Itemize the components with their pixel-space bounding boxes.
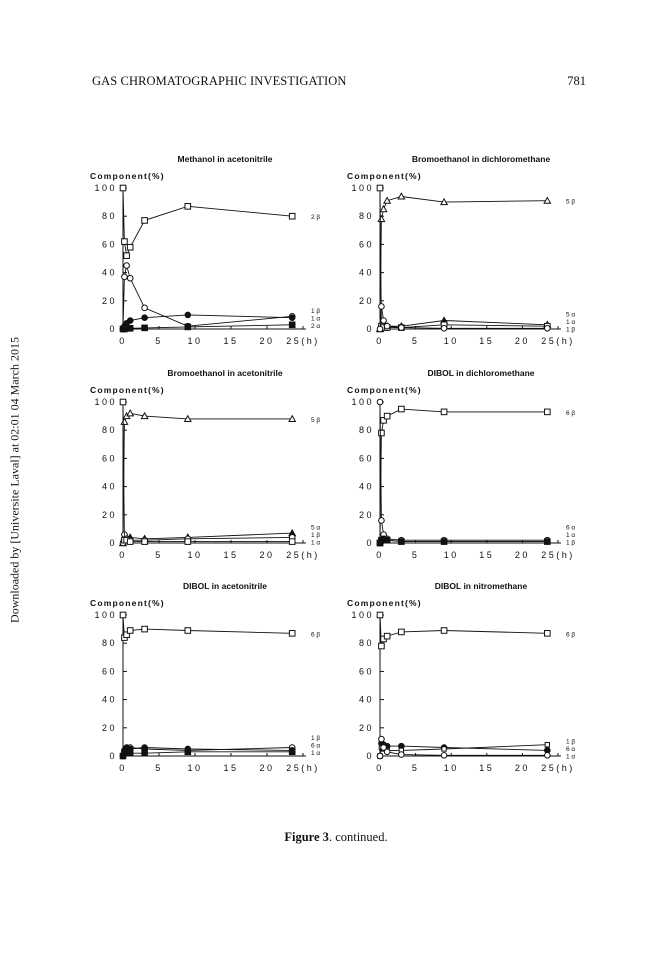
data-point bbox=[442, 747, 446, 751]
data-point bbox=[545, 752, 551, 758]
series-1 bbox=[120, 410, 296, 546]
series-label: 1 β bbox=[311, 532, 321, 540]
series-label: 1 α bbox=[566, 318, 576, 326]
x-tick-label: 10 bbox=[187, 336, 203, 346]
data-point bbox=[399, 325, 405, 331]
figure-caption bbox=[0, 830, 672, 845]
data-point bbox=[545, 631, 551, 637]
chart-panel-3 bbox=[90, 368, 320, 560]
y-axis-label: Component(%) bbox=[90, 598, 165, 608]
x-tick-label: 10 bbox=[187, 550, 203, 560]
data-point bbox=[124, 263, 130, 269]
x-tick-label: 5 bbox=[155, 336, 163, 346]
data-point bbox=[127, 410, 133, 416]
data-point bbox=[384, 323, 390, 329]
data-point bbox=[545, 743, 549, 747]
data-point bbox=[289, 749, 295, 755]
data-point bbox=[185, 539, 191, 545]
series-label: 1 α bbox=[311, 315, 321, 323]
x-tick-label: 20 bbox=[259, 763, 275, 773]
x-tick-label: 25(h) bbox=[286, 763, 320, 773]
series-label: 5 β bbox=[566, 198, 576, 206]
data-point bbox=[381, 318, 387, 324]
figure-caption-text: . continued. bbox=[328, 830, 388, 844]
data-point bbox=[127, 275, 133, 281]
series-1 bbox=[120, 185, 295, 258]
data-point bbox=[384, 633, 390, 639]
series-label: 1 β bbox=[566, 738, 576, 746]
series-1 bbox=[120, 612, 295, 640]
y-tick-label: 80 bbox=[101, 425, 117, 436]
data-point bbox=[384, 749, 390, 755]
series-line bbox=[380, 188, 547, 328]
y-tick-label: 60 bbox=[101, 239, 117, 250]
x-tick-label: 5 bbox=[411, 336, 420, 346]
y-tick-label: 40 bbox=[101, 694, 117, 705]
data-point bbox=[379, 518, 385, 524]
data-point bbox=[399, 752, 405, 758]
x-tick-label: 25(h) bbox=[541, 763, 575, 773]
chart-panel-5 bbox=[90, 581, 320, 773]
data-point bbox=[379, 736, 385, 742]
data-point bbox=[441, 628, 447, 634]
x-tick-label: 0 bbox=[376, 550, 384, 560]
data-point bbox=[142, 325, 148, 331]
y-tick-label: 60 bbox=[358, 453, 374, 464]
data-point bbox=[142, 218, 148, 224]
x-tick-label: 20 bbox=[514, 336, 530, 346]
series-label: 1 α bbox=[311, 539, 321, 547]
series-label: 1 α bbox=[311, 749, 321, 757]
y-tick-label: 60 bbox=[358, 666, 374, 677]
y-tick-label: 60 bbox=[101, 453, 117, 464]
x-tick-label: 5 bbox=[155, 763, 163, 773]
data-point bbox=[127, 244, 133, 250]
data-point bbox=[380, 206, 386, 212]
series-label: 1 β bbox=[566, 539, 576, 547]
y-axis-label: Component(%) bbox=[347, 598, 422, 608]
x-tick-label: 5 bbox=[411, 550, 420, 560]
series-1 bbox=[377, 406, 550, 546]
data-point bbox=[384, 413, 390, 419]
x-tick-label: 25(h) bbox=[286, 336, 320, 346]
series-line bbox=[380, 615, 547, 646]
data-point bbox=[127, 628, 133, 634]
data-point bbox=[142, 750, 148, 756]
data-point bbox=[122, 239, 128, 245]
series-label: 6 α bbox=[566, 745, 576, 753]
x-tick-label: 20 bbox=[259, 550, 275, 560]
y-tick-label: 20 bbox=[101, 722, 117, 733]
data-point bbox=[384, 537, 390, 543]
series-line bbox=[123, 413, 292, 543]
chart-title: Methanol in acetonitrile bbox=[177, 154, 273, 164]
y-tick-label: 0 bbox=[366, 324, 374, 334]
y-tick-label: 0 bbox=[109, 751, 117, 761]
data-point bbox=[127, 318, 133, 324]
y-tick-label: 80 bbox=[101, 638, 117, 649]
y-tick-label: 40 bbox=[101, 481, 117, 492]
data-point bbox=[127, 539, 133, 545]
data-point bbox=[441, 752, 447, 758]
data-point bbox=[379, 304, 385, 310]
series-line bbox=[380, 409, 547, 543]
chart-panel-6 bbox=[347, 581, 575, 773]
x-tick-label: 25(h) bbox=[541, 550, 575, 560]
series-3 bbox=[377, 185, 550, 330]
data-point bbox=[185, 324, 191, 330]
y-tick-label: 80 bbox=[101, 211, 117, 222]
series-label: 6 β bbox=[311, 631, 321, 639]
series-line bbox=[123, 188, 292, 256]
y-tick-label: 60 bbox=[101, 666, 117, 677]
data-point bbox=[185, 312, 191, 318]
series-line bbox=[123, 402, 292, 542]
x-tick-label: 20 bbox=[259, 336, 275, 346]
data-point bbox=[142, 539, 148, 545]
chart-panel-2 bbox=[347, 154, 575, 346]
data-point bbox=[289, 315, 295, 321]
y-tick-label: 0 bbox=[109, 324, 117, 334]
data-point bbox=[545, 539, 551, 545]
data-point bbox=[377, 185, 383, 191]
figure-caption-label: Figure 3 bbox=[284, 830, 329, 844]
data-point bbox=[399, 539, 405, 545]
y-tick-label: 20 bbox=[101, 509, 117, 520]
x-tick-label: 15 bbox=[223, 550, 239, 560]
data-point bbox=[120, 612, 126, 618]
x-tick-label: 0 bbox=[376, 763, 384, 773]
y-tick-label: 60 bbox=[358, 239, 374, 250]
data-point bbox=[399, 629, 405, 635]
x-tick-label: 15 bbox=[223, 336, 239, 346]
x-tick-label: 25(h) bbox=[541, 336, 575, 346]
data-point bbox=[377, 399, 383, 405]
series-line bbox=[380, 402, 547, 540]
series-4 bbox=[377, 304, 550, 332]
y-tick-label: 100 bbox=[94, 610, 117, 620]
x-tick-label: 15 bbox=[479, 550, 495, 560]
data-point bbox=[121, 419, 127, 425]
y-tick-label: 0 bbox=[366, 538, 374, 548]
x-tick-label: 10 bbox=[443, 763, 459, 773]
data-point bbox=[124, 253, 130, 259]
series-label: 5 α bbox=[566, 311, 576, 319]
y-tick-label: 100 bbox=[94, 183, 117, 193]
data-point bbox=[289, 213, 295, 219]
series-label: 5 β bbox=[311, 416, 321, 424]
series-label: 1 α bbox=[566, 753, 576, 761]
y-tick-label: 40 bbox=[101, 267, 117, 278]
data-point bbox=[379, 643, 385, 649]
y-tick-label: 40 bbox=[358, 694, 374, 705]
series-label: 6 β bbox=[566, 409, 576, 417]
x-tick-label: 15 bbox=[479, 336, 495, 346]
download-watermark-text: Downloaded by [Universite Laval] at 02:01 04 March 2015 bbox=[7, 337, 22, 623]
series-1 bbox=[377, 193, 551, 331]
series-label: 6 α bbox=[311, 742, 321, 750]
data-point bbox=[441, 325, 447, 331]
data-point bbox=[441, 409, 447, 415]
x-tick-label: 0 bbox=[376, 336, 384, 346]
chart-title: Bromoethanol in dichloromethane bbox=[411, 154, 551, 164]
data-point bbox=[545, 409, 551, 415]
y-axis-label: Component(%) bbox=[347, 171, 422, 181]
data-point bbox=[441, 539, 447, 545]
page-number: 781 bbox=[567, 74, 586, 88]
y-axis-label: Component(%) bbox=[90, 385, 165, 395]
y-tick-label: 0 bbox=[366, 751, 374, 761]
data-point bbox=[185, 204, 191, 210]
y-tick-label: 80 bbox=[358, 211, 374, 222]
y-tick-label: 100 bbox=[351, 610, 374, 620]
series-line bbox=[123, 266, 292, 329]
data-point bbox=[120, 185, 126, 191]
chart-panel-4 bbox=[347, 368, 575, 560]
y-tick-label: 20 bbox=[358, 722, 374, 733]
y-tick-label: 40 bbox=[358, 267, 374, 278]
data-point bbox=[398, 193, 404, 199]
chart-title: DIBOL in dichloromethane bbox=[427, 368, 535, 378]
chart-title: DIBOL in nitromethane bbox=[434, 581, 528, 591]
chart-panel-1 bbox=[90, 154, 320, 346]
chart-title: Bromoethanol in acetonitrile bbox=[167, 368, 283, 378]
y-axis-label: Component(%) bbox=[90, 171, 165, 181]
y-tick-label: 100 bbox=[351, 397, 374, 407]
data-point bbox=[379, 430, 385, 436]
y-tick-label: 20 bbox=[358, 295, 374, 306]
x-tick-label: 15 bbox=[223, 763, 239, 773]
series-label: 6 α bbox=[566, 524, 576, 532]
data-point bbox=[289, 631, 295, 637]
data-point bbox=[142, 745, 148, 751]
x-tick-label: 0 bbox=[119, 763, 127, 773]
x-tick-label: 20 bbox=[514, 550, 530, 560]
series-4 bbox=[120, 322, 295, 332]
data-point bbox=[377, 326, 383, 332]
series-4 bbox=[120, 399, 295, 544]
series-label: 2 β bbox=[311, 214, 321, 222]
series-2 bbox=[377, 399, 550, 543]
y-tick-label: 20 bbox=[358, 509, 374, 520]
y-tick-label: 0 bbox=[109, 538, 117, 548]
y-tick-label: 100 bbox=[94, 397, 117, 407]
x-tick-label: 20 bbox=[514, 763, 530, 773]
series-label: 1 β bbox=[311, 734, 321, 742]
x-tick-label: 5 bbox=[411, 763, 420, 773]
x-tick-label: 10 bbox=[443, 336, 459, 346]
series-line bbox=[123, 615, 292, 638]
data-point bbox=[142, 315, 148, 321]
data-point bbox=[399, 406, 405, 412]
x-tick-label: 0 bbox=[119, 336, 127, 346]
series-1 bbox=[377, 612, 550, 649]
data-point bbox=[120, 399, 126, 405]
data-point bbox=[142, 626, 148, 632]
data-point bbox=[122, 274, 128, 280]
series-label: 1 β bbox=[566, 326, 576, 334]
data-point bbox=[185, 628, 191, 634]
series-label: 6 β bbox=[566, 631, 576, 639]
data-point bbox=[127, 750, 133, 756]
x-tick-label: 25(h) bbox=[286, 550, 320, 560]
data-point bbox=[289, 539, 295, 545]
y-tick-label: 100 bbox=[351, 183, 374, 193]
data-point bbox=[127, 325, 133, 331]
data-point bbox=[545, 325, 551, 331]
series-label: 1 α bbox=[566, 532, 576, 540]
data-point bbox=[377, 753, 383, 759]
y-tick-label: 80 bbox=[358, 638, 374, 649]
x-tick-label: 0 bbox=[119, 550, 127, 560]
y-tick-label: 40 bbox=[358, 481, 374, 492]
series-label: 5 α bbox=[311, 524, 321, 532]
series-line bbox=[380, 197, 547, 330]
x-tick-label: 15 bbox=[479, 763, 495, 773]
data-point bbox=[142, 305, 148, 311]
data-point bbox=[185, 749, 191, 755]
chart-title: DIBOL in acetonitrile bbox=[183, 581, 267, 591]
x-tick-label: 5 bbox=[155, 550, 163, 560]
data-point bbox=[377, 612, 383, 618]
x-tick-label: 10 bbox=[187, 763, 203, 773]
x-tick-label: 10 bbox=[443, 550, 459, 560]
y-tick-label: 20 bbox=[101, 295, 117, 306]
series-2 bbox=[120, 263, 295, 332]
series-label: 1 β bbox=[311, 307, 321, 315]
data-point bbox=[289, 322, 295, 328]
y-tick-label: 80 bbox=[358, 425, 374, 436]
y-axis-label: Component(%) bbox=[347, 385, 422, 395]
series-label: 2 α bbox=[311, 322, 321, 330]
running-head: GAS CHROMATOGRAPHIC INVESTIGATION bbox=[92, 74, 347, 88]
